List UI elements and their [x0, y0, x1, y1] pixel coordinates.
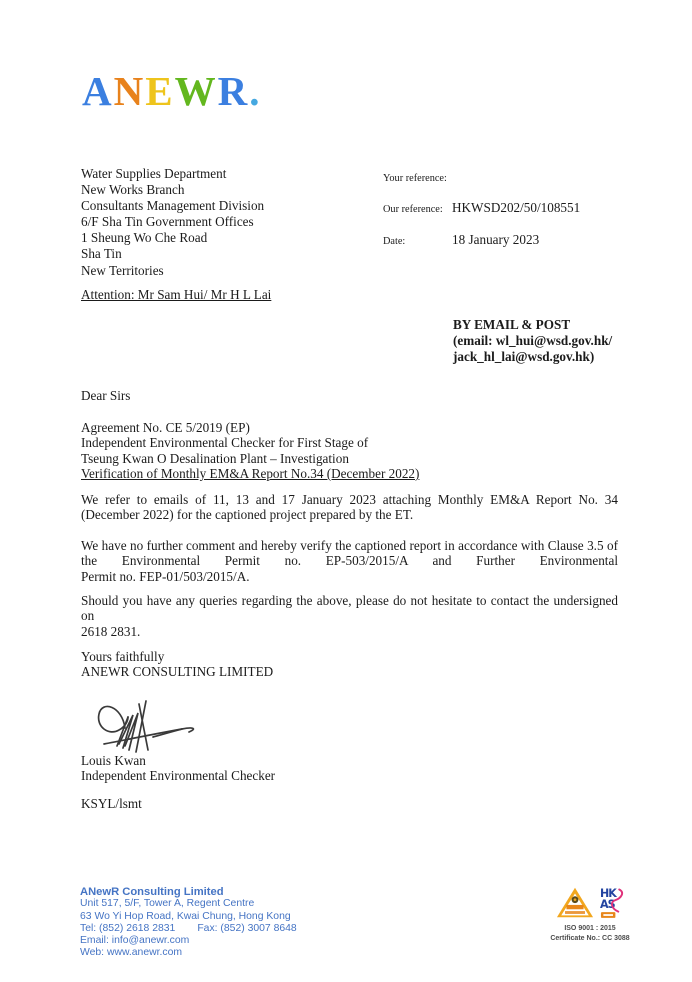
logo-letter: N [113, 68, 146, 114]
body-paragraph-2 [81, 538, 618, 584]
logo-letter: W [174, 68, 218, 114]
signature-image [92, 694, 214, 756]
attention-line: Attention: Mr Sam Hui/ Mr H L Lai [81, 287, 272, 302]
footer-address-1: Unit 517, 5/F, Tower A, Regent Centre [80, 898, 255, 910]
reference-initials: KSYL/lsmt [81, 796, 142, 811]
svg-text:HK: HK [599, 887, 616, 901]
recipient-line: Water Supplies Department [81, 166, 227, 181]
anewr-logo [82, 68, 261, 114]
recipient-address [81, 166, 264, 279]
body-line: Permit no. FEP-01/503/2015/A. [81, 568, 250, 584]
body-paragraph-3 [81, 593, 618, 639]
iso-standard: ISO 9001 : 2015 [564, 925, 616, 932]
closing-block [81, 649, 273, 680]
body-line: 2618 2831. [81, 623, 141, 639]
our-reference-value: HKWSD202/50/108551 [452, 200, 581, 215]
body-line: Should you have any queries regarding the above, please do not hesitate to contact the undersigned on [81, 593, 618, 624]
logo-letter: R [217, 68, 250, 114]
your-reference-row [383, 168, 452, 186]
hkas-logo-icon [600, 886, 625, 920]
certificate-number: Certificate No.: CC 3088 [550, 934, 630, 942]
logo-letter: E [145, 68, 175, 114]
recipient-line: 6/F Sha Tin Government Offices [81, 214, 254, 230]
certification-logos [515, 886, 665, 922]
your-reference-label: Your reference: [383, 173, 447, 184]
certification-text [515, 924, 665, 943]
footer-tel-fax [80, 923, 297, 935]
valediction: Yours faithfully [81, 649, 165, 664]
body-paragraph-1 [81, 492, 618, 523]
delivery-method: BY EMAIL & POST [453, 317, 571, 332]
subject-line: Independent Environmental Checker for First Stage of [81, 435, 369, 451]
footer-web: Web: www.anewr.com [80, 947, 183, 959]
recipient-line: New Territories [81, 262, 164, 278]
signatory-title: Independent Environmental Checker [81, 768, 276, 784]
signatory-block [81, 753, 275, 784]
closing-company: ANEWR CONSULTING LIMITED [81, 664, 274, 680]
hkqaa-triangle-logo-icon [556, 886, 594, 920]
footer-tel: Tel: (852) 2618 2831 [80, 922, 176, 934]
footer-company-name: ANewR Consulting Limited [80, 886, 224, 898]
delivery-email-2: jack_hl_lai@wsd.gov.hk) [453, 349, 595, 365]
recipient-line: New Works Branch [81, 182, 185, 198]
body-line: We have no further comment and hereby verify the captioned report in accordance with Clause 3.5 of [81, 538, 618, 553]
delivery-email-1: (email: wl_hui@wsd.gov.hk/ [453, 333, 613, 349]
logo-letter: . [249, 68, 262, 114]
body-line: (December 2022) for the captioned project prepared by the ET. [81, 507, 414, 523]
body-line: We refer to emails of 11, 13 and 17 January 2023 attaching Monthly EM&A Report No. 34 [81, 492, 618, 507]
date-value: 18 January 2023 [452, 232, 540, 247]
delivery-method-block [453, 317, 612, 365]
salutation: Dear Sirs [81, 388, 131, 403]
subject-line-underlined: Verification of Monthly EM&A Report No.34 (December 2022) [81, 465, 420, 481]
svg-text:AS: AS [599, 897, 615, 911]
footer-info [80, 886, 297, 960]
recipient-line: Sha Tin [81, 246, 122, 262]
footer-address-2: 63 Wo Yi Hop Road, Kwai Chung, Hong Kong [80, 910, 291, 922]
subject-line: Tseung Kwan O Desalination Plant – Investigation [81, 450, 349, 466]
our-reference-row [383, 199, 580, 217]
logo-letter: A [82, 68, 114, 114]
recipient-line: 1 Sheung Wo Che Road [81, 230, 208, 246]
date-row [383, 231, 539, 249]
our-reference-label: Our reference: [383, 204, 443, 215]
date-label: Date: [383, 236, 406, 247]
signatory-name: Louis Kwan [81, 753, 146, 768]
subject-line: Agreement No. CE 5/2019 (EP) [81, 420, 250, 435]
recipient-line: Consultants Management Division [81, 198, 265, 214]
certification-block [515, 886, 665, 943]
body-line: the Environmental Permit no. EP-503/2015/A and Further Environmental [81, 553, 618, 569]
footer-email: Email: info@anewr.com [80, 935, 190, 947]
subject-block [81, 420, 419, 481]
footer-fax: Fax: (852) 3007 8648 [197, 922, 297, 934]
